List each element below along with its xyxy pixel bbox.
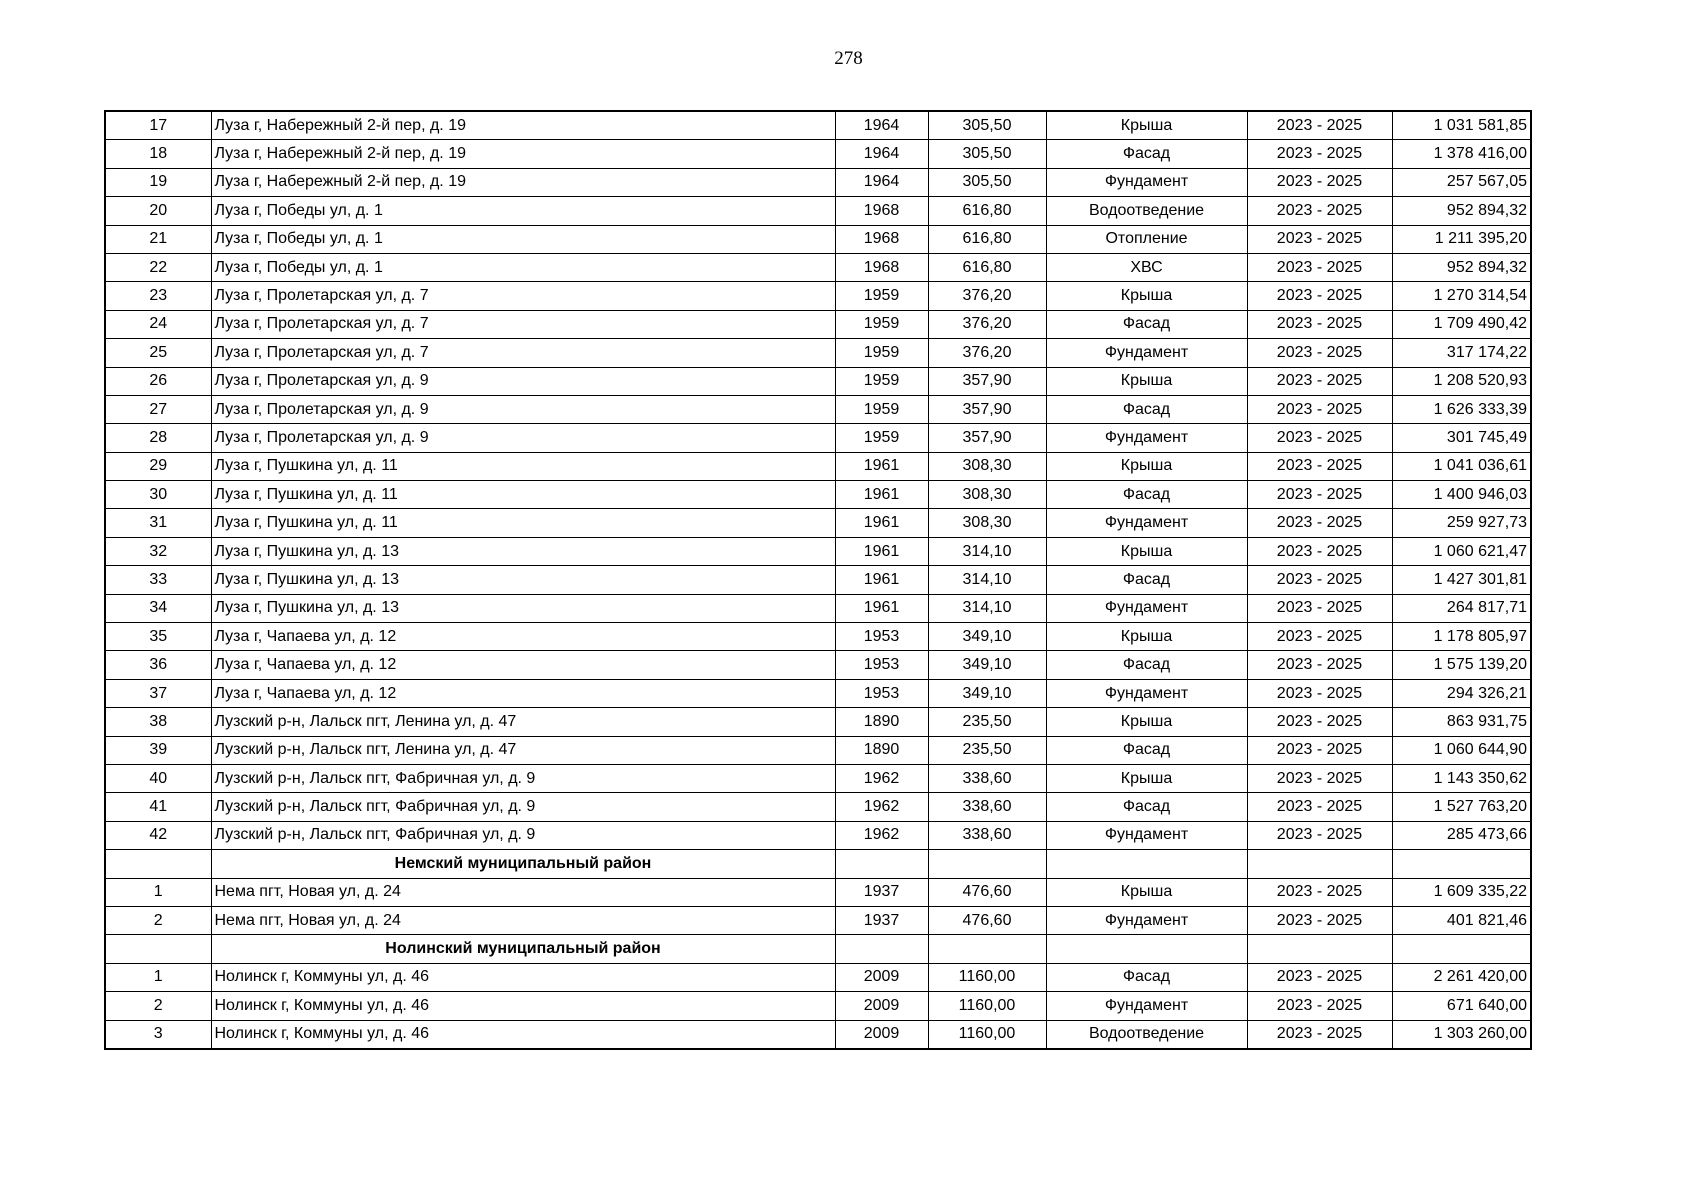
build-year: 1962 <box>835 764 928 792</box>
row-number: 35 <box>105 623 211 651</box>
repair-period: 2023 - 2025 <box>1247 793 1392 821</box>
house-address: Лузский р-н, Лальск пгт, Ленина ул, д. 47 <box>211 736 835 764</box>
row-number: 21 <box>105 225 211 253</box>
build-year <box>835 935 928 963</box>
house-address: Луза г, Набережный 2-й пер, д. 19 <box>211 168 835 196</box>
repair-cost: 259 927,73 <box>1392 509 1531 537</box>
row-number: 37 <box>105 679 211 707</box>
build-year: 1953 <box>835 679 928 707</box>
house-address: Луза г, Пушкина ул, д. 11 <box>211 452 835 480</box>
house-address: Луза г, Пушкина ул, д. 11 <box>211 481 835 509</box>
row-number: 23 <box>105 282 211 310</box>
work-type: ХВС <box>1046 253 1247 281</box>
build-year: 1959 <box>835 395 928 423</box>
house-address: Луза г, Чапаева ул, д. 12 <box>211 679 835 707</box>
house-address: Луза г, Пролетарская ул, д. 9 <box>211 395 835 423</box>
row-number: 19 <box>105 168 211 196</box>
work-type: Отопление <box>1046 225 1247 253</box>
repair-period: 2023 - 2025 <box>1247 878 1392 906</box>
repair-cost: 301 745,49 <box>1392 424 1531 452</box>
row-number: 1 <box>105 963 211 991</box>
work-type: Крыша <box>1046 764 1247 792</box>
repair-cost: 1 303 260,00 <box>1392 1020 1531 1049</box>
house-area: 1160,00 <box>928 963 1046 991</box>
row-number: 1 <box>105 878 211 906</box>
table-row <box>105 367 1531 395</box>
register-body <box>105 111 1531 1049</box>
house-address: Лузский р-н, Лальск пгт, Фабричная ул, д. 9 <box>211 764 835 792</box>
table-row <box>105 963 1531 991</box>
house-area: 349,10 <box>928 623 1046 651</box>
repair-period: 2023 - 2025 <box>1247 310 1392 338</box>
work-type: Крыша <box>1046 878 1247 906</box>
repair-cost: 317 174,22 <box>1392 339 1531 367</box>
house-address: Нема пгт, Новая ул, д. 24 <box>211 878 835 906</box>
house-area: 357,90 <box>928 424 1046 452</box>
repair-cost: 1 143 350,62 <box>1392 764 1531 792</box>
work-type: Крыша <box>1046 623 1247 651</box>
build-year: 1953 <box>835 651 928 679</box>
repair-cost: 2 261 420,00 <box>1392 963 1531 991</box>
house-address: Нолинск г, Коммуны ул, д. 46 <box>211 1020 835 1049</box>
work-type: Фундамент <box>1046 906 1247 934</box>
table-row <box>105 906 1531 934</box>
build-year: 1968 <box>835 253 928 281</box>
build-year: 1961 <box>835 452 928 480</box>
repair-cost: 1 427 301,81 <box>1392 566 1531 594</box>
work-type: Фундамент <box>1046 992 1247 1020</box>
house-area: 308,30 <box>928 509 1046 537</box>
table-row <box>105 253 1531 281</box>
house-address: Луза г, Пролетарская ул, д. 9 <box>211 367 835 395</box>
table-row <box>105 140 1531 168</box>
repair-cost <box>1392 850 1531 878</box>
row-number: 39 <box>105 736 211 764</box>
work-type: Крыша <box>1046 708 1247 736</box>
repair-period: 2023 - 2025 <box>1247 736 1392 764</box>
repair-cost: 1 378 416,00 <box>1392 140 1531 168</box>
district-name: Немский муниципальный район <box>211 850 835 878</box>
work-type: Фундамент <box>1046 509 1247 537</box>
table-row <box>105 111 1531 140</box>
build-year <box>835 850 928 878</box>
house-area: 357,90 <box>928 367 1046 395</box>
repair-cost: 264 817,71 <box>1392 594 1531 622</box>
build-year: 1962 <box>835 793 928 821</box>
house-area: 476,60 <box>928 906 1046 934</box>
build-year: 1959 <box>835 367 928 395</box>
row-number: 25 <box>105 339 211 367</box>
work-type: Фасад <box>1046 481 1247 509</box>
house-area: 349,10 <box>928 651 1046 679</box>
build-year: 1961 <box>835 509 928 537</box>
repair-period: 2023 - 2025 <box>1247 566 1392 594</box>
district-header-row <box>105 850 1531 878</box>
table-row <box>105 793 1531 821</box>
house-area: 616,80 <box>928 253 1046 281</box>
row-number: 24 <box>105 310 211 338</box>
repair-period: 2023 - 2025 <box>1247 963 1392 991</box>
house-address: Луза г, Пушкина ул, д. 11 <box>211 509 835 537</box>
house-area: 349,10 <box>928 679 1046 707</box>
repair-period: 2023 - 2025 <box>1247 764 1392 792</box>
row-number: 3 <box>105 1020 211 1049</box>
work-type: Крыша <box>1046 111 1247 140</box>
row-number: 42 <box>105 821 211 849</box>
house-area: 338,60 <box>928 793 1046 821</box>
work-type: Фасад <box>1046 395 1247 423</box>
row-number: 41 <box>105 793 211 821</box>
repair-period <box>1247 850 1392 878</box>
repair-period: 2023 - 2025 <box>1247 395 1392 423</box>
house-area: 476,60 <box>928 878 1046 906</box>
house-address: Луза г, Пушкина ул, д. 13 <box>211 594 835 622</box>
repair-period: 2023 - 2025 <box>1247 140 1392 168</box>
build-year: 1964 <box>835 111 928 140</box>
row-number <box>105 850 211 878</box>
repair-cost: 1 208 520,93 <box>1392 367 1531 395</box>
house-area: 616,80 <box>928 225 1046 253</box>
repair-cost: 285 473,66 <box>1392 821 1531 849</box>
row-number: 28 <box>105 424 211 452</box>
table-row <box>105 594 1531 622</box>
repair-cost: 1 041 036,61 <box>1392 452 1531 480</box>
work-type: Фасад <box>1046 793 1247 821</box>
house-address: Луза г, Победы ул, д. 1 <box>211 197 835 225</box>
house-area: 305,50 <box>928 140 1046 168</box>
row-number: 27 <box>105 395 211 423</box>
house-address: Луза г, Набережный 2-й пер, д. 19 <box>211 111 835 140</box>
house-area: 314,10 <box>928 566 1046 594</box>
house-address: Лузский р-н, Лальск пгт, Ленина ул, д. 47 <box>211 708 835 736</box>
repair-cost <box>1392 935 1531 963</box>
repair-period: 2023 - 2025 <box>1247 623 1392 651</box>
build-year: 1953 <box>835 623 928 651</box>
build-year: 1968 <box>835 197 928 225</box>
repair-period: 2023 - 2025 <box>1247 708 1392 736</box>
repair-cost: 1 178 805,97 <box>1392 623 1531 651</box>
table-row <box>105 481 1531 509</box>
repair-register-table <box>104 110 1532 1050</box>
repair-period: 2023 - 2025 <box>1247 821 1392 849</box>
repair-cost: 1 060 621,47 <box>1392 537 1531 565</box>
district-header-row <box>105 935 1531 963</box>
build-year: 1961 <box>835 594 928 622</box>
work-type: Фундамент <box>1046 339 1247 367</box>
table-row <box>105 764 1531 792</box>
row-number: 34 <box>105 594 211 622</box>
work-type: Водоотведение <box>1046 197 1247 225</box>
house-address: Лузский р-н, Лальск пгт, Фабричная ул, д. 9 <box>211 793 835 821</box>
repair-period: 2023 - 2025 <box>1247 594 1392 622</box>
house-area: 305,50 <box>928 168 1046 196</box>
repair-period: 2023 - 2025 <box>1247 367 1392 395</box>
repair-period: 2023 - 2025 <box>1247 509 1392 537</box>
build-year: 1937 <box>835 878 928 906</box>
house-area: 1160,00 <box>928 1020 1046 1049</box>
repair-cost: 401 821,46 <box>1392 906 1531 934</box>
row-number <box>105 935 211 963</box>
house-area: 305,50 <box>928 111 1046 140</box>
house-address: Нолинск г, Коммуны ул, д. 46 <box>211 963 835 991</box>
build-year: 2009 <box>835 992 928 1020</box>
row-number: 36 <box>105 651 211 679</box>
row-number: 2 <box>105 906 211 934</box>
build-year: 1937 <box>835 906 928 934</box>
repair-period <box>1247 935 1392 963</box>
row-number: 30 <box>105 481 211 509</box>
house-area <box>928 935 1046 963</box>
build-year: 1964 <box>835 168 928 196</box>
work-type: Фасад <box>1046 651 1247 679</box>
repair-cost: 1 626 333,39 <box>1392 395 1531 423</box>
house-address: Луза г, Чапаева ул, д. 12 <box>211 651 835 679</box>
house-address: Луза г, Пушкина ул, д. 13 <box>211 566 835 594</box>
table-row <box>105 424 1531 452</box>
repair-period: 2023 - 2025 <box>1247 111 1392 140</box>
house-address: Луза г, Пролетарская ул, д. 9 <box>211 424 835 452</box>
repair-cost: 257 567,05 <box>1392 168 1531 196</box>
build-year: 1959 <box>835 282 928 310</box>
house-area: 314,10 <box>928 594 1046 622</box>
table-row <box>105 878 1531 906</box>
table-row <box>105 992 1531 1020</box>
row-number: 26 <box>105 367 211 395</box>
repair-cost: 1 060 644,90 <box>1392 736 1531 764</box>
table-row <box>105 566 1531 594</box>
work-type: Фасад <box>1046 566 1247 594</box>
house-area: 235,50 <box>928 736 1046 764</box>
house-address: Луза г, Чапаева ул, д. 12 <box>211 623 835 651</box>
house-area: 357,90 <box>928 395 1046 423</box>
build-year: 1964 <box>835 140 928 168</box>
table-row <box>105 651 1531 679</box>
house-area: 1160,00 <box>928 992 1046 1020</box>
repair-cost: 1 709 490,42 <box>1392 310 1531 338</box>
repair-cost: 952 894,32 <box>1392 253 1531 281</box>
work-type: Фундамент <box>1046 821 1247 849</box>
table-row <box>105 225 1531 253</box>
house-area: 338,60 <box>928 764 1046 792</box>
repair-period: 2023 - 2025 <box>1247 992 1392 1020</box>
repair-period: 2023 - 2025 <box>1247 679 1392 707</box>
house-address: Нолинск г, Коммуны ул, д. 46 <box>211 992 835 1020</box>
work-type: Фасад <box>1046 140 1247 168</box>
table-row <box>105 821 1531 849</box>
house-address: Луза г, Пролетарская ул, д. 7 <box>211 339 835 367</box>
work-type <box>1046 850 1247 878</box>
table-row <box>105 168 1531 196</box>
house-area: 314,10 <box>928 537 1046 565</box>
table-row <box>105 197 1531 225</box>
table-row <box>105 736 1531 764</box>
repair-cost: 1 270 314,54 <box>1392 282 1531 310</box>
row-number: 33 <box>105 566 211 594</box>
page-number: 278 <box>834 48 863 69</box>
work-type: Крыша <box>1046 452 1247 480</box>
repair-cost: 1 527 763,20 <box>1392 793 1531 821</box>
house-area: 376,20 <box>928 310 1046 338</box>
row-number: 40 <box>105 764 211 792</box>
work-type: Фундамент <box>1046 424 1247 452</box>
repair-period: 2023 - 2025 <box>1247 481 1392 509</box>
build-year: 1959 <box>835 424 928 452</box>
build-year: 1962 <box>835 821 928 849</box>
repair-period: 2023 - 2025 <box>1247 452 1392 480</box>
repair-period: 2023 - 2025 <box>1247 339 1392 367</box>
work-type: Фасад <box>1046 736 1247 764</box>
repair-cost: 1 400 946,03 <box>1392 481 1531 509</box>
repair-period: 2023 - 2025 <box>1247 282 1392 310</box>
row-number: 32 <box>105 537 211 565</box>
house-area <box>928 850 1046 878</box>
build-year: 1961 <box>835 537 928 565</box>
work-type: Фундамент <box>1046 679 1247 707</box>
repair-cost: 1 575 139,20 <box>1392 651 1531 679</box>
table-row <box>105 452 1531 480</box>
build-year: 1890 <box>835 736 928 764</box>
repair-cost: 671 640,00 <box>1392 992 1531 1020</box>
house-address: Луза г, Пушкина ул, д. 13 <box>211 537 835 565</box>
repair-period: 2023 - 2025 <box>1247 1020 1392 1049</box>
build-year: 1961 <box>835 481 928 509</box>
house-address: Луза г, Пролетарская ул, д. 7 <box>211 310 835 338</box>
work-type: Фундамент <box>1046 594 1247 622</box>
repair-cost: 1 211 395,20 <box>1392 225 1531 253</box>
house-area: 616,80 <box>928 197 1046 225</box>
table-row <box>105 623 1531 651</box>
house-area: 338,60 <box>928 821 1046 849</box>
repair-period: 2023 - 2025 <box>1247 537 1392 565</box>
table-row <box>105 339 1531 367</box>
repair-cost: 1 031 581,85 <box>1392 111 1531 140</box>
house-area: 376,20 <box>928 282 1046 310</box>
repair-cost: 863 931,75 <box>1392 708 1531 736</box>
house-area: 308,30 <box>928 452 1046 480</box>
build-year: 1959 <box>835 339 928 367</box>
row-number: 29 <box>105 452 211 480</box>
repair-period: 2023 - 2025 <box>1247 424 1392 452</box>
table-row <box>105 679 1531 707</box>
table-row <box>105 1020 1531 1049</box>
work-type: Крыша <box>1046 367 1247 395</box>
house-address: Луза г, Победы ул, д. 1 <box>211 253 835 281</box>
house-area: 376,20 <box>928 339 1046 367</box>
work-type: Фундамент <box>1046 168 1247 196</box>
work-type: Крыша <box>1046 537 1247 565</box>
house-address: Луза г, Пролетарская ул, д. 7 <box>211 282 835 310</box>
repair-period: 2023 - 2025 <box>1247 651 1392 679</box>
work-type: Крыша <box>1046 282 1247 310</box>
table-row <box>105 310 1531 338</box>
row-number: 22 <box>105 253 211 281</box>
build-year: 2009 <box>835 1020 928 1049</box>
build-year: 1961 <box>835 566 928 594</box>
repair-cost: 952 894,32 <box>1392 197 1531 225</box>
row-number: 31 <box>105 509 211 537</box>
house-address: Лузский р-н, Лальск пгт, Фабричная ул, д. 9 <box>211 821 835 849</box>
row-number: 17 <box>105 111 211 140</box>
repair-cost: 1 609 335,22 <box>1392 878 1531 906</box>
house-address: Нема пгт, Новая ул, д. 24 <box>211 906 835 934</box>
house-area: 308,30 <box>928 481 1046 509</box>
repair-cost: 294 326,21 <box>1392 679 1531 707</box>
repair-period: 2023 - 2025 <box>1247 225 1392 253</box>
table-row <box>105 395 1531 423</box>
house-area: 235,50 <box>928 708 1046 736</box>
build-year: 2009 <box>835 963 928 991</box>
repair-period: 2023 - 2025 <box>1247 197 1392 225</box>
table-row <box>105 708 1531 736</box>
repair-period: 2023 - 2025 <box>1247 906 1392 934</box>
repair-period: 2023 - 2025 <box>1247 253 1392 281</box>
table-row <box>105 509 1531 537</box>
row-number: 18 <box>105 140 211 168</box>
work-type: Фасад <box>1046 310 1247 338</box>
row-number: 20 <box>105 197 211 225</box>
table-row <box>105 282 1531 310</box>
work-type: Водоотведение <box>1046 1020 1247 1049</box>
row-number: 2 <box>105 992 211 1020</box>
build-year: 1968 <box>835 225 928 253</box>
build-year: 1959 <box>835 310 928 338</box>
work-type <box>1046 935 1247 963</box>
house-address: Луза г, Победы ул, д. 1 <box>211 225 835 253</box>
work-type: Фасад <box>1046 963 1247 991</box>
repair-period: 2023 - 2025 <box>1247 168 1392 196</box>
house-address: Луза г, Набережный 2-й пер, д. 19 <box>211 140 835 168</box>
table-row <box>105 537 1531 565</box>
row-number: 38 <box>105 708 211 736</box>
district-name: Нолинский муниципальный район <box>211 935 835 963</box>
build-year: 1890 <box>835 708 928 736</box>
